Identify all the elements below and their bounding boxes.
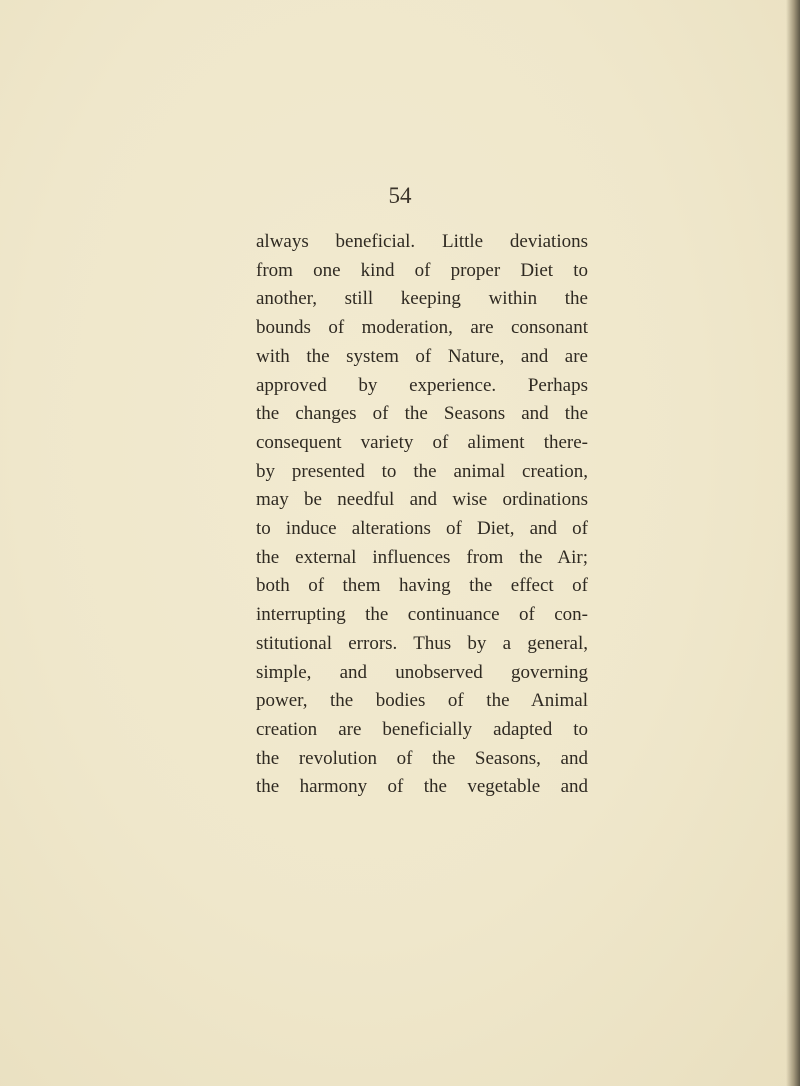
text-line: approved by experience. Perhaps xyxy=(256,374,588,396)
text-line: to induce alterations of Diet, and of xyxy=(256,518,588,540)
text-line: the revolution of the Seasons, and xyxy=(256,747,588,769)
text-line: the external influences from the Air; xyxy=(256,546,588,568)
text-line: another, still keeping within the xyxy=(256,288,588,310)
text-line: bounds of moderation, are consonant xyxy=(256,317,588,339)
body-text xyxy=(256,228,588,802)
text-line: by presented to the animal creation, xyxy=(256,460,588,482)
page-number: 54 xyxy=(388,183,412,208)
text-line: the harmony of the vegetable and xyxy=(256,776,588,798)
text-line: always beneficial. Little deviations xyxy=(256,231,588,252)
text-line: with the system of Nature, and are xyxy=(256,345,588,367)
text-line: from one kind of proper Diet to xyxy=(256,259,588,281)
text-line: may be needful and wise ordinations xyxy=(256,489,588,511)
text-line: simple, and unobserved governing xyxy=(256,661,588,683)
text-line: stitutional errors. Thus by a general, xyxy=(256,632,588,654)
text-line: both of them having the effect of xyxy=(256,575,588,597)
text-line: the changes of the Seasons and the xyxy=(256,403,588,425)
text-line: consequent variety of aliment there- xyxy=(256,431,588,453)
text-line: creation are beneficially adapted to xyxy=(256,718,588,740)
text-line: interrupting the continuance of con- xyxy=(256,604,588,626)
text-line: power, the bodies of the Animal xyxy=(256,690,588,712)
page-edge-shadow xyxy=(786,0,800,1086)
